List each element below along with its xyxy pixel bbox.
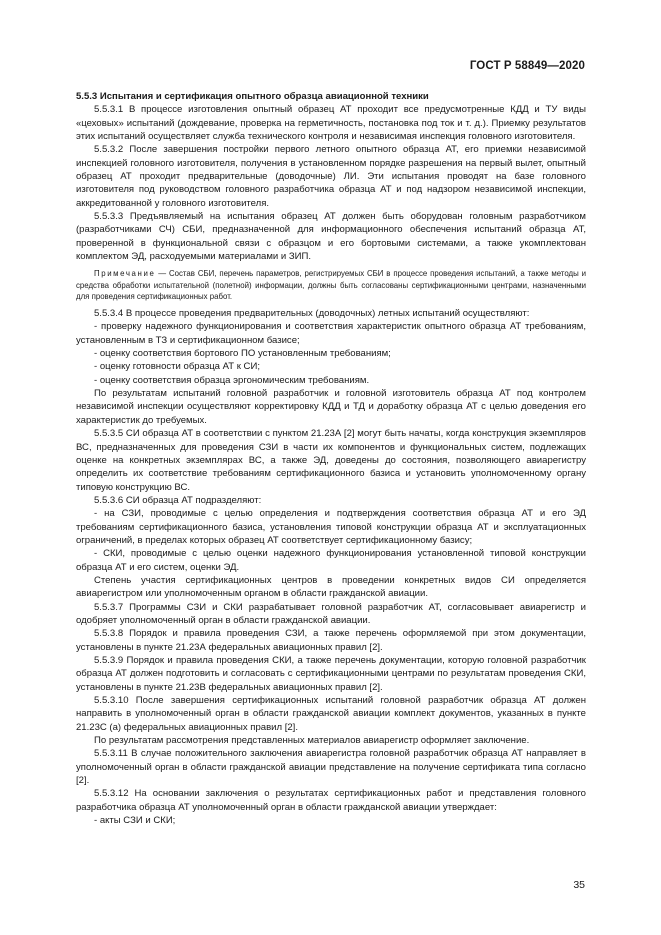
- paragraph-5-5-3-1: 5.5.3.1 В процессе изготовления опытный образец АТ проходит все предусмотренные КДД и ТУ виды «цеховых» испытаний (дождевание, проверка на герметичность, постановка под ток и т. д.). Приемку результатов этих испытаний осуществляет служба технического контроля и независимая инспекция головного изготовителя.: [76, 104, 586, 143]
- paragraph-5-5-3-5: 5.5.3.5 СИ образца АТ в соответствии с пунктом 21.23А [2] могут быть начаты, когда конструкция экземпляров ВС, предназначенных для проведения СЗИ в части их компонентов и функциональных систем, подлежащих оценке на конкретных экземплярах ВС, а также ЭД, доведены до состояния, позволяющего авиарегистру определить их соответствие требованиям сертификационного базиса и установить уполномоченному органу типовую конструкцию ВС.: [76, 428, 586, 493]
- document-body: [76, 90, 586, 827]
- note: [76, 268, 586, 302]
- paragraph-text: По результатам рассмотрения представленных материалов авиарегистр оформляет заключение.: [94, 735, 530, 747]
- document-header: ГОСТ Р 58849—2020: [469, 60, 585, 72]
- section-heading: 5.5.3 Испытания и сертификация опытного образца авиационной техники: [76, 91, 429, 102]
- paragraph-text: По результатам испытаний головной разработчик и головной изготовитель образца АТ под контролем независимой инспекции осуществляют корректировку КДД и ТД и доработку образца АТ с целью доведения его характеристик до требуемых.: [76, 388, 586, 426]
- page-number: 35: [573, 879, 585, 891]
- paragraph-5-5-3-6: 5.5.3.6 СИ образца АТ подразделяют:: [94, 494, 262, 506]
- paragraph-text: Степень участия сертификационных центров в проведении конкретных видов СИ определяется авиарегистром или уполномоченным органом в области гражданской авиации.: [76, 574, 586, 600]
- note-text: — Состав СБИ, перечень параметров, регистрируемых СБИ в процессе проведения испытаний, а также методы и средства обработки испытательной (полетной) информации, должны быть согласованы сертификационными центрами, назначенными для проведения сертификационных работ.: [76, 269, 586, 301]
- paragraph-5-5-3-3: 5.5.3.3 Предъявляемый на испытания образец АТ должен быть оборудован головным разработчиком (разработчиками СЧ) СБИ, предназначенной для информационного обеспечения испытаний образца АТ, проверенной в функциональной связи с образцом и его бортовыми системами, а также укомплектован комплектом ЭД, расходуемыми материалами и ЗИП.: [76, 211, 586, 263]
- paragraph-5-5-3-9: 5.5.3.9 Порядок и правила проведения СКИ, а также перечень документации, которую головной разработчик образца АТ должен подготовить и согласовать с сертификационными центрами по результатам проведения СКИ, установлены в пункте 21.23В федеральных авиационных правил [2].: [76, 655, 586, 693]
- paragraph-5-5-3-11: 5.5.3.11 В случае положительного заключения авиарегистра головной разработчик образца АТ направляет в уполномоченный орган в области гражданской авиации представление на получение сертификата типа согласно [2].: [76, 748, 586, 787]
- list-item: - оценку готовности образца АТ к СИ;: [94, 361, 260, 373]
- paragraph-5-5-3-7: 5.5.3.7 Программы СЗИ и СКИ разрабатывает головной разработчик АТ, согласовывает авиарегистр и одобряет уполномоченный орган в области гражданской авиации.: [76, 601, 586, 626]
- paragraph-5-5-3-4: 5.5.3.4 В процессе проведения предварительных (доводочных) летных испытаний осуществляют:: [94, 308, 530, 320]
- list-item: - СКИ, проводимые с целью оценки надежного функционирования установленной типовой конструкции образца АТ и его систем, оценки ЭД.: [76, 548, 586, 573]
- list-item: - проверку надежного функционирования и соответствия характеристик опытного образца АТ требованиям, установленным в ТЗ и сертификационном базисе;: [76, 321, 586, 346]
- list-item: - оценку соответствия бортового ПО установленным требованиям;: [94, 348, 391, 360]
- list-item: - акты СЗИ и СКИ;: [94, 815, 176, 827]
- list-item: - на СЗИ, проводимые с целью определения и подтверждения соответствия образца АТ и его ЭД требованиям сертификационного базиса, установления типовой конструкции образца АТ и эксплуатационных ограничений, в пределах которых образец АТ соответствует сертификационному базису;: [76, 508, 586, 546]
- paragraph-5-5-3-8: 5.5.3.8 Порядок и правила проведения СЗИ, а также перечень оформляемой при этом документации, установлены в пункте 21.23А федеральных авиационных правил [2].: [76, 628, 586, 653]
- list-item: - оценку соответствия образца эргономическим требованиям.: [94, 374, 370, 386]
- paragraph-5-5-3-10: 5.5.3.10 После завершения сертификационных испытаний головной разработчик образца АТ должен направить в уполномоченный орган в области гражданской авиации комплект документов, указанных в пункте 21.23С (а) федеральных авиационных правил [2].: [76, 695, 586, 733]
- note-label: Примечание: [94, 269, 156, 279]
- paragraph-5-5-3-12: 5.5.3.12 На основании заключения о результатах сертификационных работ и представления головного разработчика образца АТ уполномоченный орган в области гражданской авиации утверждает:: [76, 788, 586, 813]
- paragraph-5-5-3-2: 5.5.3.2 После завершения постройки первого летного опытного образца АТ, его приемки независимой инспекцией головного изготовителя, получения в установленном порядке разрешения на первый вылет, опытный образец АТ проходит предварительные (доводочные) ЛИ. Эти испытания проводят на базе головного изготовителя под руководством головного разработчика образца АТ и под надзором независимой инспекции, аккредитованной у головного изготовителя.: [76, 144, 586, 209]
